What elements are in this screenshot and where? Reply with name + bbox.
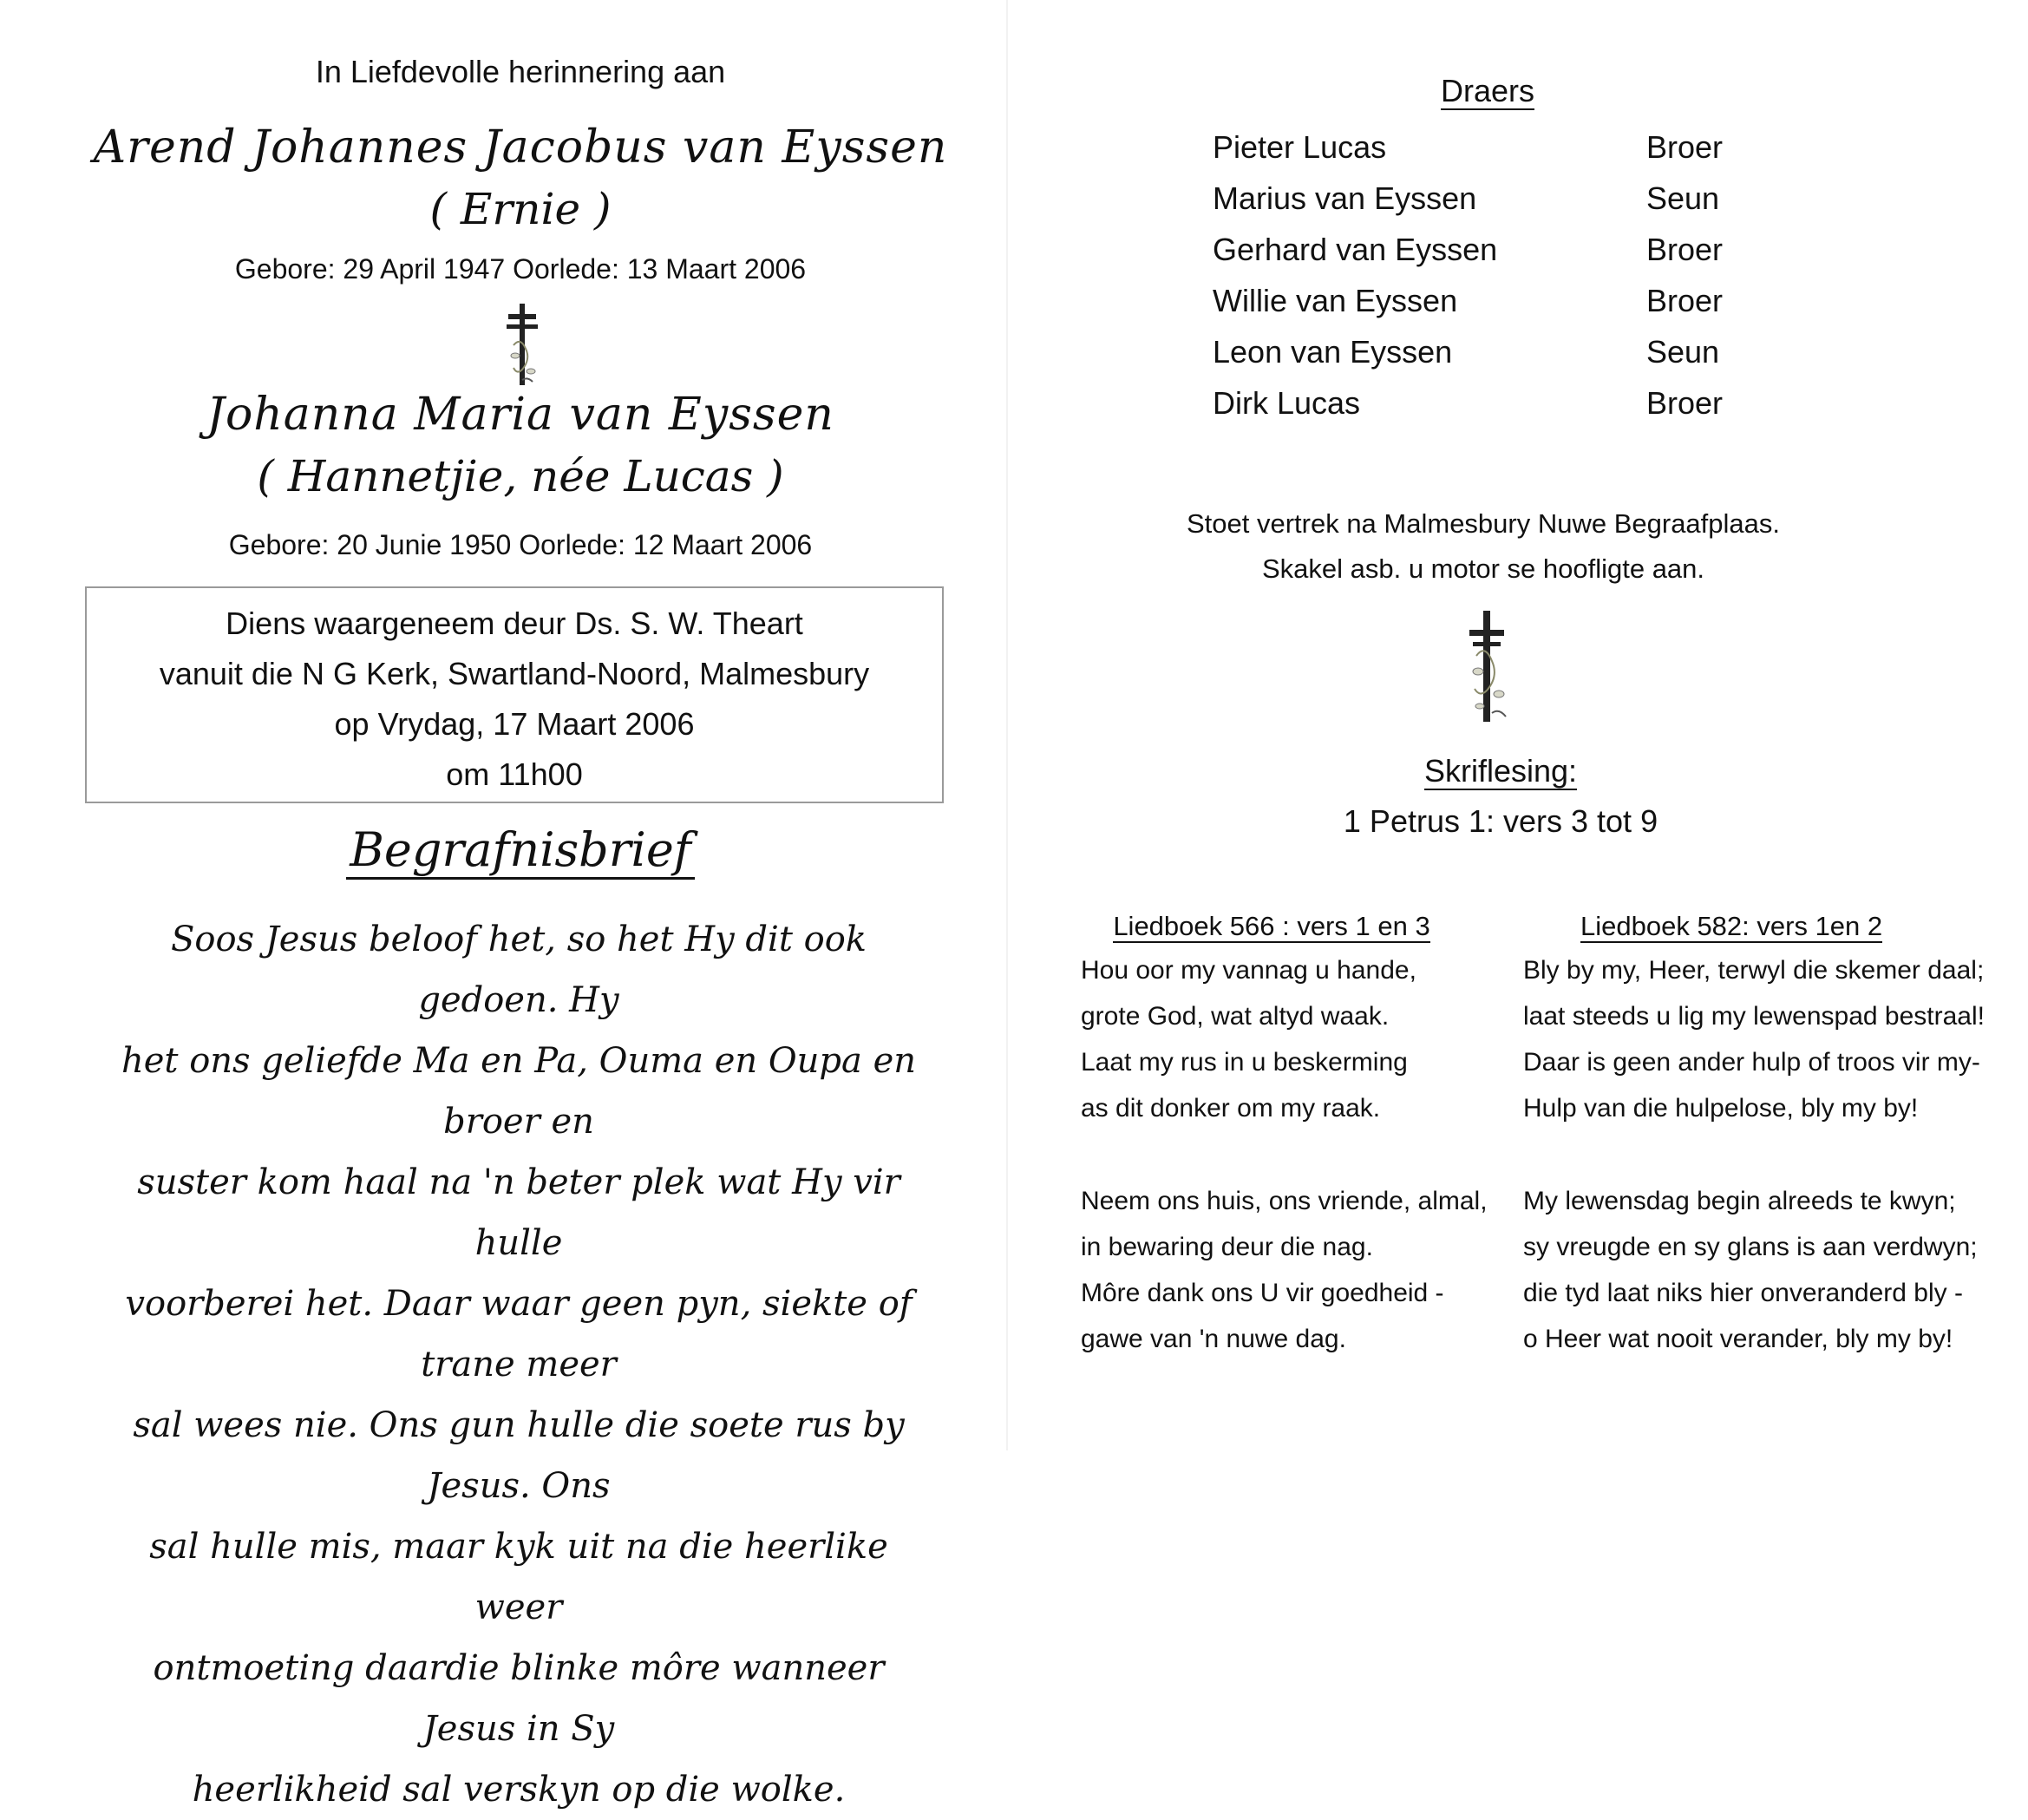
hymn-line: in bewaring deur die nag. — [1081, 1233, 1373, 1261]
draer-name: Marius van Eyssen — [1213, 180, 1477, 216]
hymn-line: My lewensdag begin alreeds te kwyn; — [1523, 1187, 1956, 1215]
draer-row — [1213, 121, 1750, 173]
hymn-line: laat steeds u lig my lewenspad bestraal! — [1523, 1002, 1985, 1031]
verse-gap — [1523, 1131, 1974, 1178]
service-box — [85, 586, 944, 803]
person2-dates: Gebore: 20 Junie 1950 Oorlede: 12 Maart 2006 — [228, 529, 813, 560]
service-line: vanuit die N G Kerk, Swartland-Noord, Malmesbury — [159, 656, 870, 691]
draer-name: Leon van Eyssen — [1213, 333, 1453, 370]
draer-row — [1213, 326, 1750, 377]
draer-row — [1213, 224, 1750, 275]
procession-line: Stoet vertrek na Malmesbury Nuwe Begraafplaas. — [1186, 508, 1781, 539]
person2-name: Johanna Maria van Eyssen — [206, 389, 834, 441]
verse-gap — [1081, 1131, 1462, 1178]
hymn-582 — [1523, 911, 1985, 1362]
hymn-title-text: Liedboek 582: vers 1en 2 — [1580, 911, 1883, 941]
hymn-line: Neem ons huis, ons vriende, almal, — [1081, 1187, 1488, 1215]
cross-lily-icon — [496, 302, 548, 389]
draer-row — [1213, 377, 1750, 429]
scripture-title — [1353, 753, 1648, 789]
draer-relation: Broer — [1646, 282, 1724, 318]
intro-text: In Liefdevolle herinnering aan — [315, 54, 726, 89]
person1-name: Arend Johannes Jacobus van Eyssen — [93, 121, 948, 173]
person1-nickname: ( Ernie ) — [429, 184, 612, 234]
hymn-title-text: Liedboek 566 : vers 1 en 3 — [1113, 911, 1430, 941]
hymn-line: as dit donker om my raak. — [1081, 1094, 1381, 1123]
draers-title — [1353, 73, 1622, 109]
draer-name: Pieter Lucas — [1213, 128, 1387, 165]
brief-line: het ons geliefde Ma en Pa, Ouma en Oupa en broer en — [121, 1041, 917, 1142]
draer-name: Dirk Lucas — [1213, 384, 1361, 421]
draer-relation: Seun — [1646, 333, 1720, 370]
draer-relation: Broer — [1646, 384, 1724, 421]
procession-line: Skakel asb. u motor se hoofligte aan. — [1261, 553, 1705, 584]
brief-line: Soos Jesus beloof het, so het Hy dit ook gedoen. Hy — [170, 920, 867, 1020]
scripture-reference: 1 Petrus 1: vers 3 tot 9 — [1343, 803, 1658, 839]
hymn-title — [1523, 911, 1974, 942]
draer-relation: Seun — [1646, 180, 1720, 216]
hymn-line: die tyd laat niks hier onveranderd bly - — [1523, 1279, 1963, 1307]
draer-row — [1213, 275, 1750, 326]
scripture-title-text: Skriflesing: — [1423, 753, 1578, 789]
hymn-line: Bly by my, Heer, terwyl die skemer daal; — [1523, 956, 1985, 985]
hymn-line: Hou oor my vannag u hande, — [1081, 956, 1416, 985]
hymn-line: Môre dank ons U vir goedheid - — [1081, 1279, 1444, 1307]
cross-lily-icon — [1457, 604, 1518, 725]
brief-line: sal wees nie. Ons gun hulle die soete rus by Jesus. Ons — [133, 1405, 905, 1506]
brief-title — [0, 822, 1041, 877]
draers-list — [1213, 121, 1750, 429]
person2-nickname: ( Hannetjie, née Lucas ) — [257, 451, 784, 501]
brief-line: suster kom haal na 'n beter plek wat Hy vir hulle — [137, 1162, 900, 1263]
hymn-line: Hulp van die hulpelose, bly my by! — [1523, 1094, 1919, 1123]
hymn-line: o Heer wat nooit verander, bly my by! — [1523, 1325, 1953, 1353]
draer-relation: Broer — [1646, 231, 1724, 267]
person1-dates: Gebore: 29 April 1947 Oorlede: 13 Maart 2006 — [234, 253, 807, 285]
hymn-line: Laat my rus in u beskerming — [1081, 1048, 1408, 1077]
draer-name: Gerhard van Eyssen — [1213, 231, 1498, 267]
hymn-line: Daar is geen ander hulp of troos vir my- — [1523, 1048, 1980, 1077]
hymn-line: sy vreugde en sy glans is aan verdwyn; — [1523, 1233, 1978, 1261]
brief-text — [102, 909, 935, 1820]
hymn-566 — [1081, 911, 1488, 1362]
service-line: om 11h00 — [446, 756, 583, 792]
brief-line: sal hulle mis, maar kyk uit na die heerlike weer — [149, 1527, 888, 1627]
brief-line: heerlikheid sal verskyn op die wolke. — [192, 1770, 846, 1810]
brief-line: voorberei het. Daar waar geen pyn, siekte of trane meer — [125, 1284, 913, 1385]
draers-title-text: Draers — [1440, 73, 1535, 108]
brief-line: ontmoeting daardie blinke môre wanneer Jesus in Sy — [153, 1648, 885, 1749]
draer-name: Willie van Eyssen — [1213, 282, 1458, 318]
hymn-line: gawe van 'n nuwe dag. — [1081, 1325, 1346, 1353]
brief-title-text: Begrafnisbrief — [346, 822, 695, 880]
hymn-title — [1081, 911, 1462, 942]
hymn-line: grote God, wat altyd waak. — [1081, 1002, 1390, 1031]
service-line: op Vrydag, 17 Maart 2006 — [334, 706, 695, 742]
draer-row — [1213, 173, 1750, 224]
procession-notice — [1093, 501, 1874, 592]
service-line: Diens waargeneem deur Ds. S. W. Theart — [226, 606, 803, 641]
draer-relation: Broer — [1646, 128, 1724, 165]
